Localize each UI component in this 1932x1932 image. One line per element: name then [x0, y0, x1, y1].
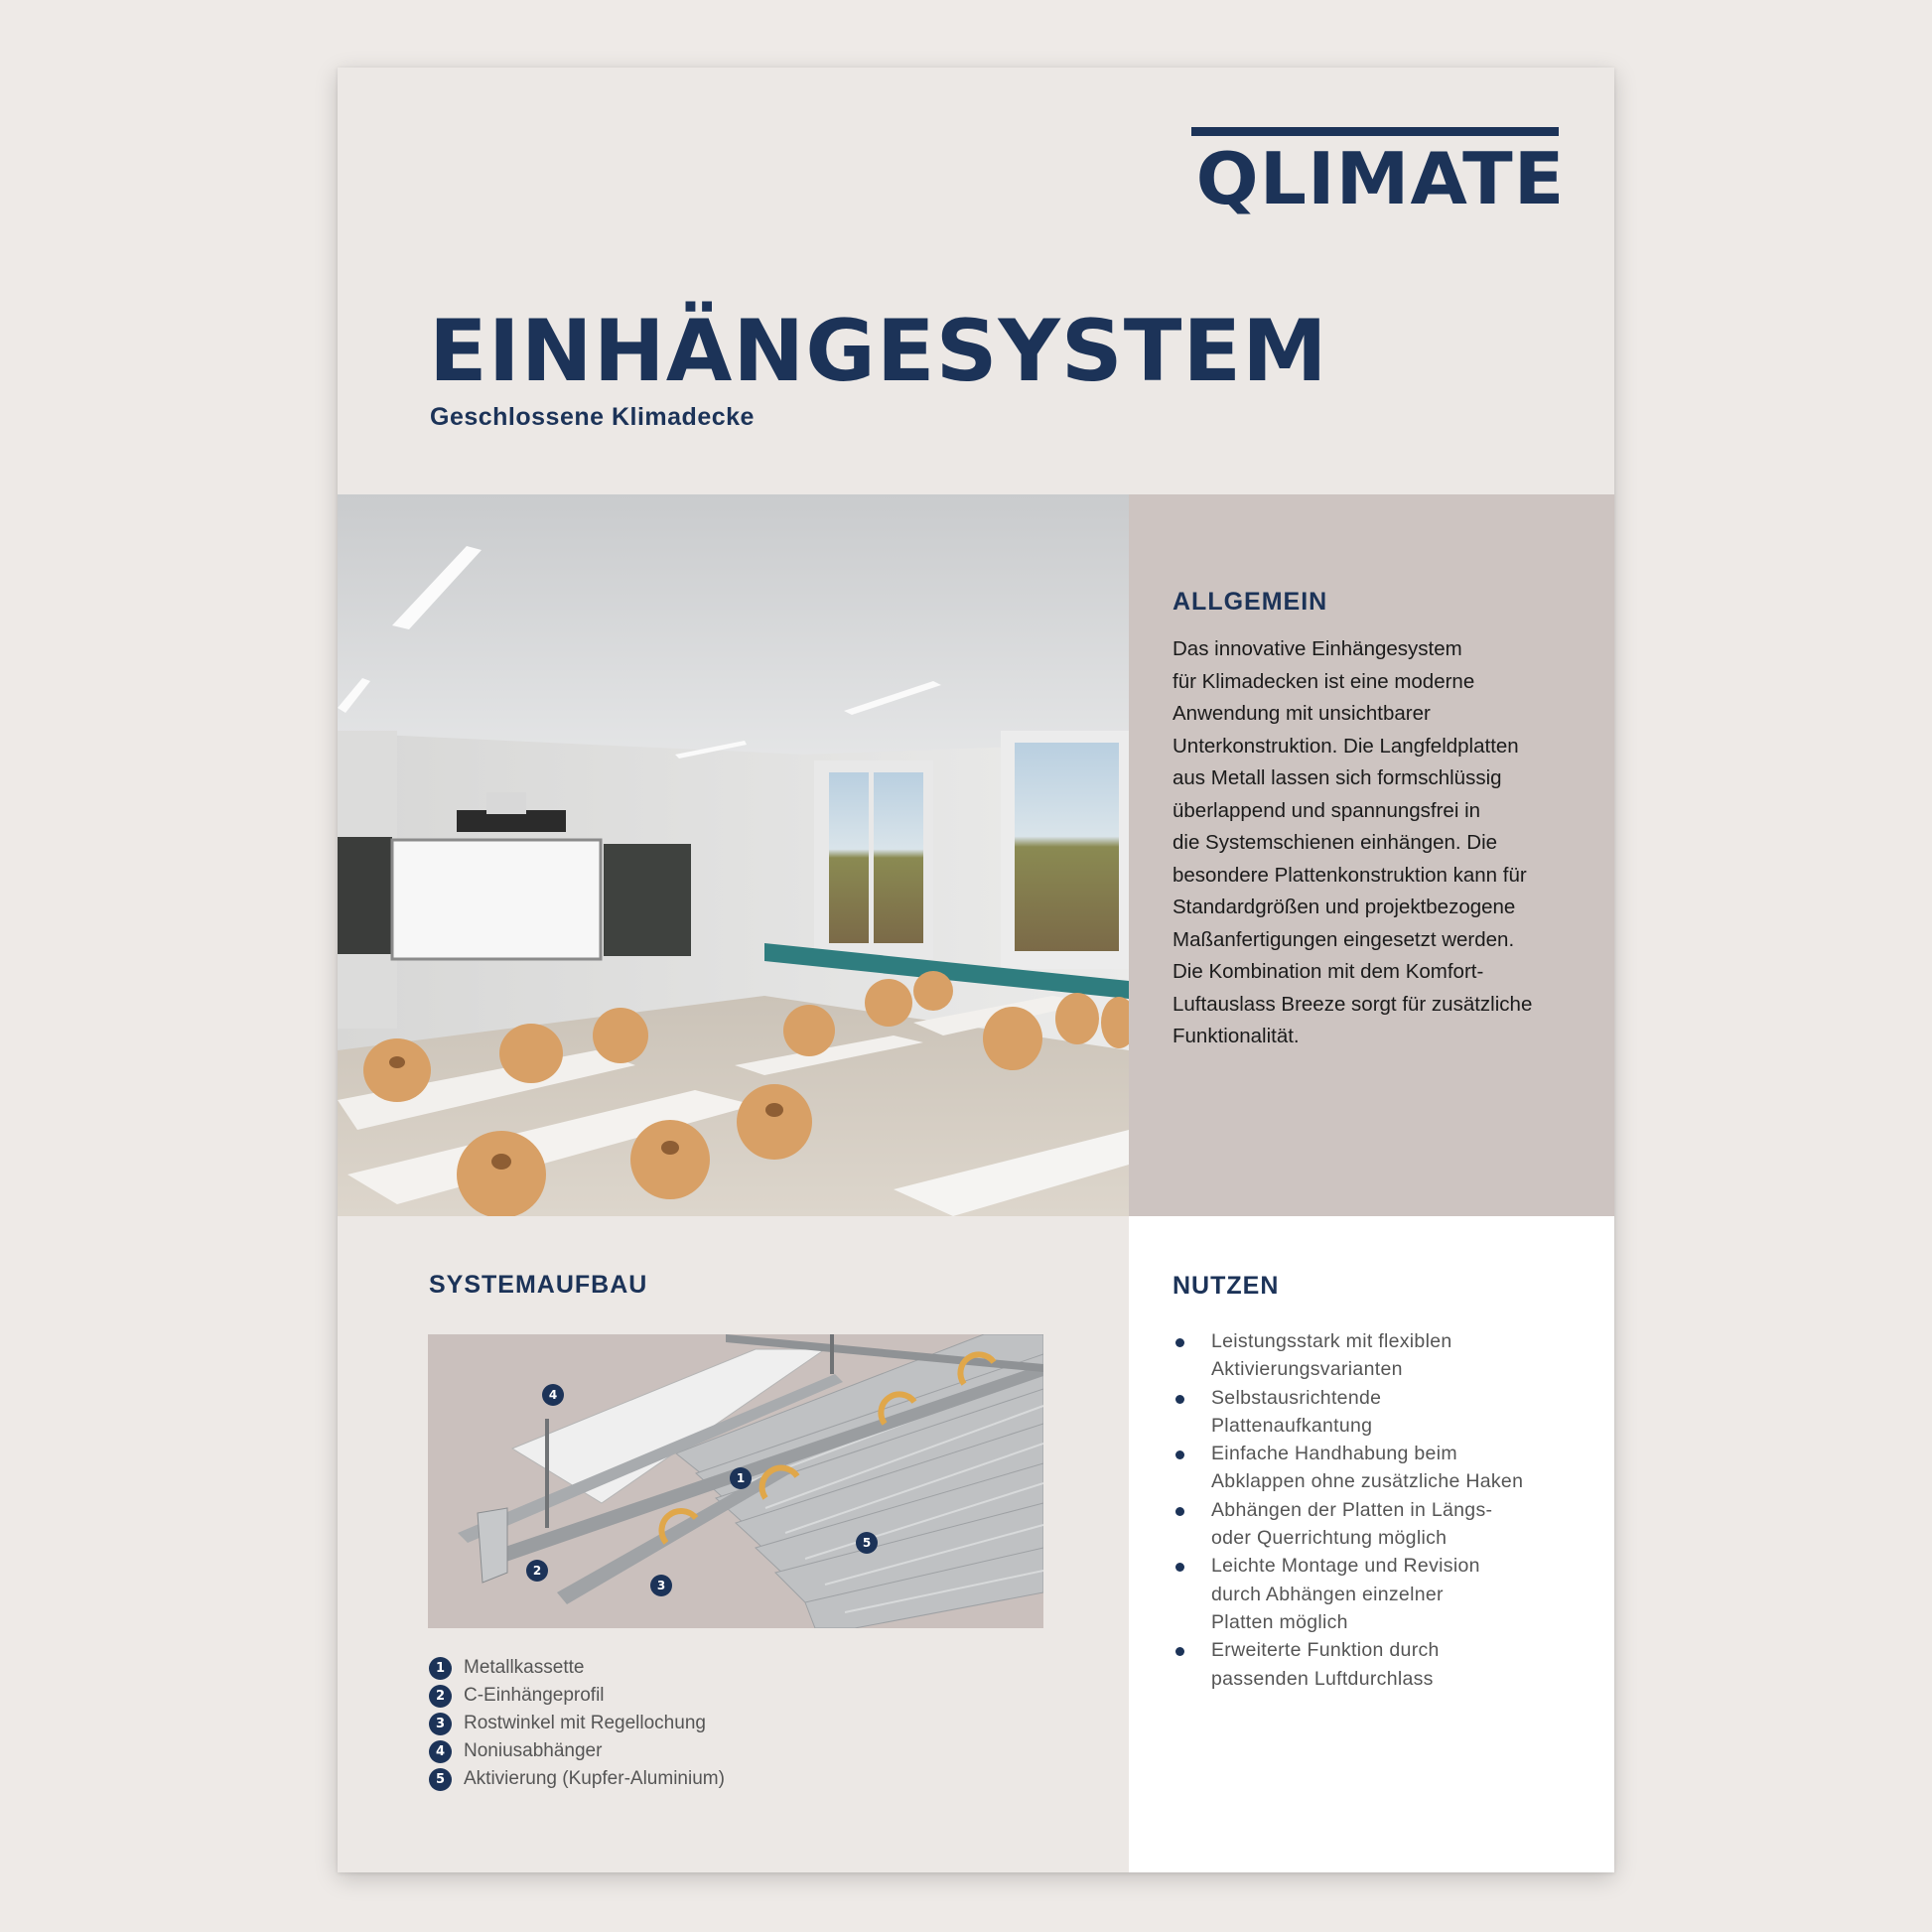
- bullet-icon: [1175, 1507, 1184, 1516]
- nutzen-item: [1173, 1636, 1589, 1693]
- allgemein-line: aus Metall lassen sich formschlüssig: [1173, 766, 1502, 789]
- diagram-legend: [429, 1654, 725, 1793]
- allgemein-line: Standardgrößen und projektbezogene: [1173, 896, 1516, 918]
- legend-item: [429, 1737, 725, 1765]
- legend-label: C-Einhängeprofil: [464, 1685, 605, 1706]
- nutzen-item: [1173, 1496, 1589, 1553]
- nutzen-item: [1173, 1384, 1589, 1441]
- legend-label: Noniusabhänger: [464, 1740, 603, 1761]
- diagram-marker-1: 1: [736, 1471, 746, 1485]
- system-diagram: [428, 1334, 1043, 1628]
- legend-label: Aktivierung (Kupfer-Aluminium): [464, 1768, 725, 1789]
- page-subtitle: Geschlossene Klimadecke: [430, 403, 755, 431]
- allgemein-body: [1173, 633, 1589, 1053]
- bullet-icon: [1175, 1395, 1184, 1404]
- diagram-marker-2: 2: [532, 1564, 542, 1578]
- diagram-marker-4: 4: [548, 1388, 558, 1402]
- systemaufbau-heading: SYSTEMAUFBAU: [429, 1271, 648, 1299]
- classroom-photo: [338, 494, 1129, 1216]
- legend-number: 3: [429, 1713, 452, 1735]
- legend-item: [429, 1682, 725, 1710]
- nutzen-heading: NUTZEN: [1173, 1272, 1280, 1300]
- diagram-marker-5: 5: [862, 1536, 872, 1550]
- nutzen-list: [1173, 1327, 1589, 1693]
- brochure-page: [338, 68, 1614, 1872]
- nutzen-line: Selbstausrichtende: [1211, 1386, 1382, 1409]
- allgemein-line: Unterkonstruktion. Die Langfeldplatten: [1173, 734, 1519, 758]
- qlimate-logo: [1191, 127, 1566, 220]
- logo-bar: [1191, 127, 1559, 136]
- nutzen-item: [1173, 1552, 1589, 1636]
- nutzen-line: Aktivierungsvarianten: [1211, 1358, 1403, 1381]
- allgemein-line: Funktionalität.: [1173, 1025, 1300, 1047]
- bullet-icon: [1175, 1647, 1184, 1656]
- nutzen-line: Leistungsstark mit flexiblen: [1211, 1330, 1452, 1352]
- legend-number: 2: [429, 1685, 452, 1708]
- legend-number: 5: [429, 1768, 452, 1791]
- bullet-icon: [1175, 1450, 1184, 1459]
- legend-label: Rostwinkel mit Regellochung: [464, 1713, 706, 1733]
- nutzen-panel: [1129, 1216, 1614, 1872]
- allgemein-line: Die Kombination mit dem Komfort-: [1173, 960, 1484, 983]
- logo-text: QLIMATE: [1195, 137, 1566, 220]
- diagram-marker-3: 3: [656, 1579, 666, 1592]
- nutzen-line: Plattenaufkantung: [1211, 1414, 1373, 1437]
- allgemein-line: die Systemschienen einhängen. Die: [1173, 831, 1498, 854]
- nutzen-line: Erweiterte Funktion durch: [1211, 1639, 1440, 1662]
- allgemein-line: Maßanfertigungen eingesetzt werden.: [1173, 927, 1515, 951]
- nutzen-line: passenden Luftdurchlass: [1211, 1667, 1434, 1690]
- allgemein-line: Luftauslass Breeze sorgt für zusätzliche: [1173, 992, 1533, 1016]
- legend-item: [429, 1710, 725, 1737]
- allgemein-line: Anwendung mit unsichtbarer: [1173, 702, 1431, 725]
- allgemein-line: besondere Plattenkonstruktion kann für: [1173, 863, 1527, 887]
- allgemein-heading: ALLGEMEIN: [1173, 588, 1328, 616]
- nutzen-line: durch Abhängen einzelner: [1211, 1583, 1444, 1605]
- nutzen-line: Einfache Handhabung beim: [1211, 1443, 1457, 1465]
- page-title: EINHÄNGESYSTEM: [429, 302, 1328, 401]
- allgemein-line: überlappend und spannungsfrei in: [1173, 798, 1481, 822]
- bullet-icon: [1175, 1338, 1184, 1347]
- allgemein-line: für Klimadecken ist eine moderne: [1173, 669, 1475, 693]
- nutzen-line: oder Querrichtung möglich: [1211, 1527, 1448, 1550]
- allgemein-line: Das innovative Einhängesystem: [1173, 637, 1462, 660]
- nutzen-item: [1173, 1327, 1589, 1384]
- nutzen-line: Abhängen der Platten in Längs-: [1211, 1498, 1493, 1521]
- nutzen-item: [1173, 1440, 1589, 1496]
- legend-number: 1: [429, 1657, 452, 1680]
- bullet-icon: [1175, 1563, 1184, 1572]
- legend-label: Metallkassette: [464, 1657, 585, 1678]
- legend-item: [429, 1765, 725, 1793]
- allgemein-panel: [1129, 494, 1614, 1216]
- nutzen-line: Platten möglich: [1211, 1610, 1348, 1633]
- nutzen-line: Leichte Montage und Revision: [1211, 1555, 1480, 1578]
- legend-number: 4: [429, 1740, 452, 1763]
- legend-item: [429, 1654, 725, 1682]
- nutzen-line: Abklappen ohne zusätzliche Haken: [1211, 1470, 1524, 1493]
